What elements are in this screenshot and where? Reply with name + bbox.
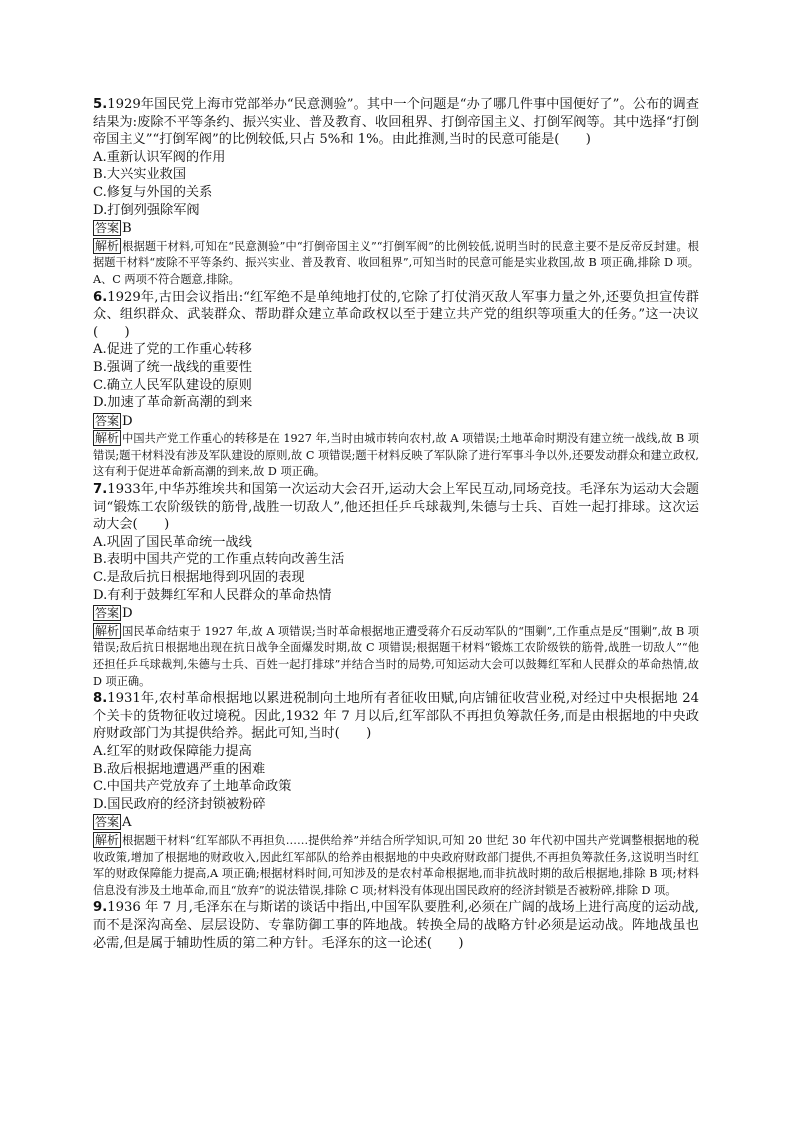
explanation-label: 解析 [95, 431, 120, 446]
question-number: 9 [93, 900, 103, 916]
option-b: B.大兴实业救国 [93, 167, 187, 183]
explanation-label: 解析 [95, 832, 120, 847]
answer-label: 答案 [95, 413, 120, 428]
answer-label: 答案 [95, 815, 120, 830]
explanation: 解析 根据题干材料,可知在“民意测验”中“打倒帝国主义”“打倒军阀”的比例较低,说明当时的民意主要不是反帝反封建。根据题干材料“废除不平等条约、振兴实业、普及教育、收回租界”,可知当时的民意可能是实业救国,故 B 项正确,排除 D 项。A、C 两项不符合题意,排除。 [93, 238, 699, 286]
option-d: D.有利于鼓舞红军和人民群众的革命热情 [93, 587, 332, 603]
answer-value: D [122, 606, 133, 622]
document-page [93, 96, 699, 952]
explanation: 解析 国民革命结束于 1927 年,故 A 项错误;当时革命根据地正遭受蒋介石反动军队的“围剿”,工作重点是反“围剿”,故 B 项错误;敌后抗日根据地出现在抗日战争全面爆发时期,故 C 项错误;根据题干材料“锻炼工农阶级铁的筋骨,战胜一切敌人”“他还担任乒乓球裁判,朱德与士兵、百姓一起打排球”并结合当时的局势,可知运动大会可以鼓舞红军和人民群众的革命热情,故 D 项正确。 [93, 623, 699, 688]
option-d: D.国民政府的经济封锁被粉碎 [93, 796, 266, 812]
answer-value: D [122, 413, 133, 429]
answer-row [93, 413, 699, 431]
question-number: 8 [93, 691, 103, 707]
question-9 [93, 899, 699, 952]
option-c: C.是敌后抗日根据地得到巩固的表现 [93, 570, 305, 586]
answer-value: A [122, 815, 132, 831]
option-a: A.重新认识军阀的作用 [93, 149, 226, 165]
question-number: 6 [93, 289, 103, 305]
question-stem: 6.1929年,古田会议指出:“红军绝不是单纯地打仗的,它除了打仗消灭敌人军事力量之外,还要负担宣传群众、组织群众、武装群众、帮助群众建立革命政权以至于建立共产党的组织等项重大的任务。”这一决议( ) [93, 289, 699, 340]
question-6 [93, 289, 699, 482]
answer-label: 答案 [95, 606, 120, 621]
question-stem: 9.1936 年 7 月,毛泽东在与斯诺的谈话中指出,中国军队要胜利,必须在广阔的战场上进行高度的运动战,而不是深沟高垒、层层设防、专靠防御工事的阵地战。转换全局的战略方针必须是运动战。阵地战虽也必需,但是属于辅助性质的第二种方针。毛泽东的这一论述( ) [93, 900, 699, 951]
answer-label: 答案 [95, 221, 120, 236]
answer-row [93, 220, 699, 238]
question-7 [93, 481, 699, 690]
option-d: D.加速了革命新高潮的到来 [93, 395, 253, 411]
question-number: 5 [93, 97, 103, 112]
answer-row [93, 605, 699, 623]
explanation: 解析 根据题干材料“红军部队不再担负……提供给养”并结合所学知识,可知 20 世纪 30 年代初中国共产党调整根据地的税收政策,增加了根据地的财政收入,因此红军部队的给养由根据地的中央政府财政部门提供,不再担负筹款任务,这说明当时红军的财政保障能力提高,A 项正确;根据材料时间,可知涉及的是农村革命根据地,而非抗战时期的敌后根据地,排除 B 项;材料信息没有涉及土地革命,而且“放弃”的说法错误,排除 C 项;材料没有体现出国民政府的经济封锁是否被粉碎,排除 D 项。 [93, 832, 699, 897]
explanation: 解析 中国共产党工作重心的转移是在 1927 年,当时由城市转向农村,故 A 项错误;土地革命时期没有建立统一战线,故 B 项错误;题干材料没有涉及军队建设的原则,故 C 项错误;题干材料反映了军队除了进行军事斗争以外,还要发动群众和建立政权,这有利于促进革命新高潮的到来,故 D 项正确。 [93, 431, 699, 479]
answer-value: B [122, 221, 132, 237]
option-b: B.强调了统一战线的重要性 [93, 359, 252, 375]
option-c: C.确立人民军队建设的原则 [93, 377, 252, 393]
question-stem: 8.1931年,农村革命根据地以累进税制向土地所有者征收田赋,向店铺征收营业税,对经过中央根据地 24 个关卡的货物征收过境税。因此,1932 年 7 月以后,红军部队不再担负筹款任务,而是由根据地的中央政府财政部门为其提供给养。据此可知,当时( ) [93, 691, 699, 742]
explanation-label: 解析 [95, 623, 120, 638]
question-5 [93, 96, 699, 289]
option-b: B.表明中国共产党的工作重点转向改善生活 [93, 552, 345, 568]
option-a: A.促进了党的工作重心转移 [93, 342, 252, 358]
explanation-label: 解析 [95, 238, 120, 253]
option-c: C.中国共产党放弃了土地革命政策 [93, 779, 292, 795]
question-stem: 5.1929年国民党上海市党部举办“民意测验”。其中一个问题是“办了哪几件事中国便好了”。公布的调查结果为:废除不平等条约、振兴实业、普及教育、收回租界、打倒帝国主义、打倒军阀等。其中选择“打倒帝国主义”“打倒军阀”的比例较低,只占 5%和 1%。由此推测,当时的民意可能是( ) [93, 97, 699, 148]
option-a: A.巩固了国民革命统一战线 [93, 534, 252, 550]
answer-row [93, 814, 699, 832]
option-c: C.修复与外国的关系 [93, 184, 213, 200]
option-d: D.打倒列强除军阀 [93, 202, 200, 218]
option-b: B.敌后根据地遭遇严重的困难 [93, 761, 266, 777]
question-8 [93, 690, 699, 899]
question-number: 7 [93, 482, 103, 498]
option-a: A.红军的财政保障能力提高 [93, 743, 252, 759]
question-stem: 7.1933年,中华苏维埃共和国第一次运动大会召开,运动大会上军民互动,同场竞技。毛泽东为运动大会题词“锻炼工农阶级铁的筋骨,战胜一切敌人”,他还担任乒乓球裁判,朱德与士兵、百姓一起打排球。这次运动大会( ) [93, 482, 699, 533]
